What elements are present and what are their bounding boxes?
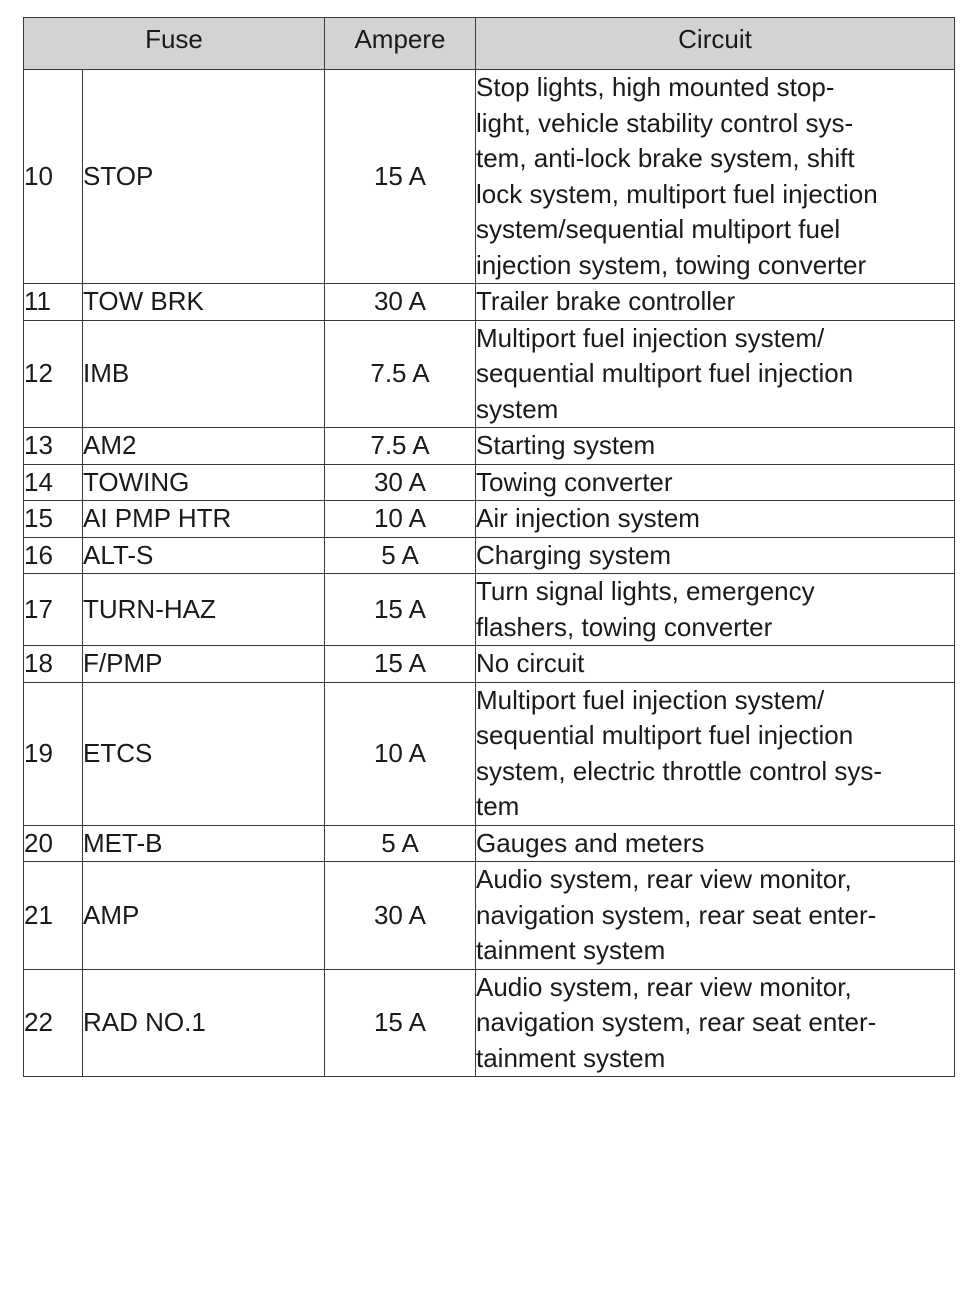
circuit-cell: [476, 682, 955, 825]
table-row: [24, 464, 955, 501]
circuit-text-line: Trailer brake controller: [476, 286, 736, 316]
circuit-text-line: navigation system, rear seat enter-: [476, 1007, 877, 1037]
circuit-text-line: lock system, multiport fuel injection: [476, 178, 878, 209]
fuse-number-cell: 14: [24, 464, 83, 501]
circuit-text-line: injection system, towing converter: [476, 249, 867, 280]
circuit-text-line: Stop lights, high mounted stop-: [476, 72, 835, 102]
ampere-cell: 30 A: [325, 862, 476, 970]
fuse-number-cell: 21: [24, 862, 83, 970]
table-row: [24, 862, 955, 970]
ampere-cell: 7.5 A: [325, 428, 476, 465]
fuse-name-cell: AMP: [83, 862, 325, 970]
fuse-number-cell: 19: [24, 682, 83, 825]
circuit-text-line: Charging system: [476, 539, 672, 570]
table-header-row: [24, 18, 955, 70]
fuse-name-cell: ALT-S: [83, 537, 325, 574]
table-row: [24, 428, 955, 465]
circuit-text-line: flashers, towing converter: [476, 611, 773, 642]
table-row: [24, 284, 955, 321]
header-circuit: Circuit: [476, 18, 955, 70]
circuit-text-line: system: [476, 393, 559, 424]
fuse-number-cell: 15: [24, 501, 83, 538]
circuit-cell: [476, 428, 955, 465]
table-body: [24, 70, 955, 1077]
table-row: [24, 501, 955, 538]
table-row: [24, 320, 955, 428]
fuse-number-cell: 12: [24, 320, 83, 428]
table-row: [24, 825, 955, 862]
circuit-text-line: system/sequential multiport fuel: [476, 214, 841, 244]
ampere-cell: 15 A: [325, 646, 476, 683]
circuit-text-line: Audio system, rear view monitor,: [476, 971, 852, 1002]
table-row: [24, 646, 955, 683]
circuit-cell: [476, 646, 955, 683]
fuse-number-cell: 10: [24, 70, 83, 284]
fuse-name-cell: ETCS: [83, 682, 325, 825]
fuse-number-cell: 20: [24, 825, 83, 862]
table-row: [24, 574, 955, 646]
ampere-cell: 30 A: [325, 464, 476, 501]
ampere-cell: 10 A: [325, 682, 476, 825]
circuit-cell: [476, 969, 955, 1077]
circuit-text-line: light, vehicle stability control sys-: [476, 107, 854, 138]
header-ampere: Ampere: [325, 18, 476, 70]
circuit-text-line: sequential multiport fuel injection: [476, 358, 854, 388]
fuse-number-cell: 17: [24, 574, 83, 646]
fuse-number-cell: 13: [24, 428, 83, 465]
circuit-text-line: Air injection system: [476, 503, 700, 533]
fuse-name-cell: F/PMP: [83, 646, 325, 683]
ampere-cell: 10 A: [325, 501, 476, 538]
ampere-cell: 15 A: [325, 574, 476, 646]
ampere-cell: 15 A: [325, 70, 476, 284]
fuse-table: [23, 17, 955, 1077]
circuit-text-line: sequential multiport fuel injection: [476, 720, 854, 750]
fuse-name-cell: IMB: [83, 320, 325, 428]
fuse-number-cell: 22: [24, 969, 83, 1077]
fuse-name-cell: RAD NO.1: [83, 969, 325, 1077]
fuse-name-cell: TURN-HAZ: [83, 574, 325, 646]
ampere-cell: 15 A: [325, 969, 476, 1077]
circuit-text-line: No circuit: [476, 648, 585, 678]
circuit-cell: [476, 501, 955, 538]
circuit-cell: [476, 320, 955, 428]
fuse-name-cell: AM2: [83, 428, 325, 465]
circuit-text-line: Starting system: [476, 430, 656, 460]
table-row: [24, 682, 955, 825]
fuse-number-cell: 16: [24, 537, 83, 574]
ampere-cell: 5 A: [325, 825, 476, 862]
circuit-cell: [476, 862, 955, 970]
table-row: [24, 969, 955, 1077]
circuit-cell: [476, 464, 955, 501]
circuit-cell: [476, 70, 955, 284]
circuit-text-line: Gauges and meters: [476, 827, 705, 858]
fuse-number-cell: 11: [24, 284, 83, 321]
circuit-cell: [476, 284, 955, 321]
fuse-number-cell: 18: [24, 646, 83, 683]
fuse-name-cell: AI PMP HTR: [83, 501, 325, 538]
table-row: [24, 537, 955, 574]
fuse-name-cell: MET-B: [83, 825, 325, 862]
circuit-text-line: tainment system: [476, 1042, 666, 1073]
circuit-text-line: navigation system, rear seat enter-: [476, 899, 877, 930]
fuse-name-cell: TOWING: [83, 464, 325, 501]
circuit-cell: [476, 825, 955, 862]
ampere-cell: 30 A: [325, 284, 476, 321]
circuit-text-line: tem, anti-lock brake system, shift: [476, 143, 855, 173]
fuse-name-cell: STOP: [83, 70, 325, 284]
circuit-text-line: tainment system: [476, 935, 666, 965]
circuit-text-line: Turn signal lights, emergency: [476, 576, 815, 606]
circuit-text-line: Towing converter: [476, 466, 673, 497]
header-fuse: Fuse: [24, 18, 325, 70]
circuit-text-line: tem: [476, 791, 520, 821]
circuit-text-line: Audio system, rear view monitor,: [476, 864, 852, 894]
circuit-text-line: Multiport fuel injection system/: [476, 684, 825, 715]
fuse-name-cell: TOW BRK: [83, 284, 325, 321]
circuit-text-line: Multiport fuel injection system/: [476, 322, 825, 353]
ampere-cell: 5 A: [325, 537, 476, 574]
circuit-cell: [476, 574, 955, 646]
ampere-cell: 7.5 A: [325, 320, 476, 428]
circuit-cell: [476, 537, 955, 574]
table-row: [24, 70, 955, 284]
circuit-text-line: system, electric throttle control sys-: [476, 755, 882, 786]
